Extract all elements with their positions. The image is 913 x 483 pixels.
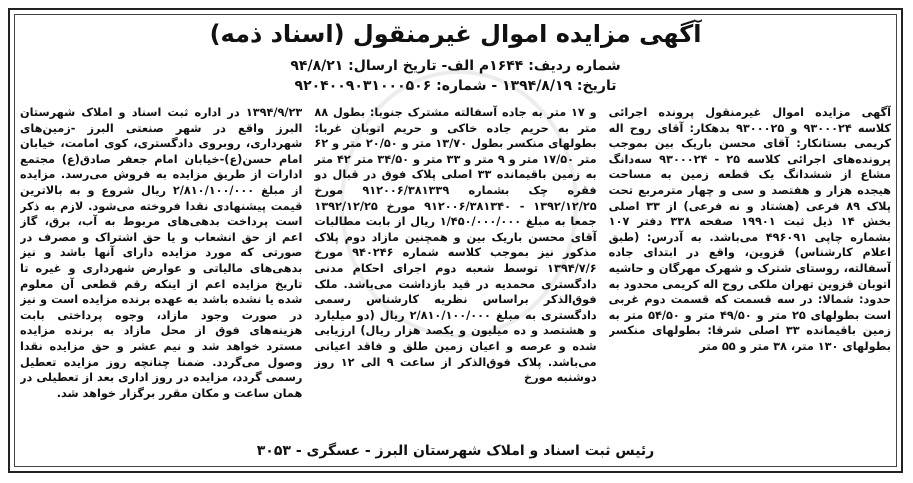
column-right bbox=[609, 105, 891, 410]
notice-title: آگهی مزایده اموال غیرمنقول (اسناد ذمه) bbox=[209, 20, 702, 48]
notice-columns bbox=[20, 105, 891, 410]
reference-line-2: تاریخ: ۱۳۹۴/۸/۱۹ - شماره: ۹۲۰۴۰۰۹۰۳۱۰۰۰۵۰۶ bbox=[294, 78, 617, 94]
column-right-text: آگهی مزایده اموال غیرمنقول پرونده اجرائی کلاسه ۹۳۰۰۰۲۴ و ۹۳۰۰۰۲۵ بدهکار: آقای روح اله کریمی بستانکار: آقای محسن باریک بین بموجب پرونده‌های اجرائی کلاسه ۲۵ - ۹۳۰۰۰۲۴ سه‌دانگ مشاع از ششدانگ یک قطعه زمین به مساحت هیجده هزار و هفتصد و سی و چهار مترمربع تحت پلاک ۸۹ فرعی (هشتاد و نه فرعی) از ۳۳ اصلی بخش ۱۴ ذیل ثبت ۱۹۹۰۱ صفحه ۳۳۸ دفتر ۱۰۷ بشماره چاپی ۴۹۶۰۹۱ می‌باشد. به آدرس: (طبق اعلام کارشناس) قزوین، واقع در ابتدای جاده آسفالته، روستای شترک و شهرک مهرگان و حاشیه اتوبان قزوین تهران ملکی روح اله کریمی محدود به حدود: شمالا: در سه قسمت که قسمت دوم غربی است بطولهای ۲۵ متر و ۴۹/۵۰ متر و ۵۴/۵۰ متر به زمین باقیمانده ۳۳ اصلی شرقا: بطولهای منکسر بطولهای ۱۳۰ متر، ۳۸ متر و ۵۵ متر bbox=[608, 106, 891, 353]
column-left bbox=[20, 105, 302, 410]
column-middle bbox=[314, 105, 596, 410]
column-left-text: ۱۳۹۴/۹/۲۳ در اداره ثبت اسناد و املاک شهرستان البرز واقع در شهر صنعتی البرز -زمین‌های شهرداری، روبروی دادگستری، کوی امامت، خیابان امام حسن(ع)-خیابان امام جعفر صادق(ع) مجتمع ادارات از طریق مزایده به فروش می‌رسد. مزایده از مبلغ ۲/۸۱۰/۱۰۰/۰۰۰ ریال شروع و به بالاترین قیمت پیشنهادی نقدا فروخته می‌شود. لازم به ذکر است پرداخت بدهی‌های مربوط به آب، برق، گاز اعم از حق انشعاب و یا حق اشتراک و مصرف در صورتی که مورد مزایده دارای آنها باشد و نیز بدهی‌های مالیاتی و عوارض شهرداری و غیره تا تاریخ مزایده اعم از اینکه رقم قطعی آن معلوم شده یا نشده باشد به عهده برنده مزایده است و نیز در صورت وجود مازاد، وجوه پرداختی بابت هزینه‌های فوق از محل مازاد به برنده مزایده مسترد خواهد شد و نیم عشر و حق مزایده نقدا وصول می‌گردد. ضمنا چنانچه روز مزایده تعطیل رسمی گردد، مزایده در روز اداری بعد از تعطیلی در همان ساعت و مکان مقرر برگزار خواهد شد. bbox=[20, 106, 303, 400]
column-middle-text: و ۱۷ متر به جاده آسفالته مشترک جنوبا: بطول ۸۸ متر به حریم جاده خاکی و حریم اتوبان غربا: بطولهای منکسر بطول ۱۳/۷۰ متر و ۲۰/۵۰ متر و ۶۲ متر ۱۷/۵۰ متر و ۹ متر و ۳۳ متر و ۳۴/۵۰ متر ۴۲ متر به زمین باقیمانده ۳۳ اصلی پلاک فوق در قبال دو فقره چک بشماره ۹۱۲۰۰۶/۳۸۱۳۳۹ مورخ ۱۳۹۲/۱۲/۲۵ - ۹۱۲۰۰۶/۳۸۱۳۴۰ مورخ ۱۳۹۲/۱۲/۲۵ جمعا به مبلغ ۱/۴۵۰/۰۰۰/۰۰۰ ریال از بابت مطالبات آقای محسن باریک بین و همچنین مازاد دوم پلاک مذکور نیز بموجب کلاسه شماره ۹۴۰۲۴۶ مورخ ۱۳۹۴/۷/۶ توسط شعبه دوم اجرای احکام مدنی دادگستری محمدیه در قید بازداشت می‌باشد. ملک فوق‌الذکر براساس نظریه کارشناس رسمی دادگستری به مبلغ ۲/۸۱۰/۱۰۰/۰۰۰ ریال (دو میلیارد و هشتصد و ده میلیون و یکصد هزار ریال) ارزیابی شده و عرصه و اعیان زمین طلق و فاقد اعیانی می‌باشد. پلاک فوق‌الذکر از ساعت ۹ الی ۱۲ روز دوشنبه مورخ bbox=[314, 106, 597, 385]
legal-notice bbox=[8, 8, 903, 473]
reference-block bbox=[10, 56, 901, 96]
notice-signature: رئیس ثبت اسناد و املاک شهرستان البرز - عسگری - ۳۰۵۳ bbox=[256, 443, 655, 459]
reference-line-1: شماره ردیف: ۱۶۴۴م الف- تاریخ ارسال: ۹۴/۸/۲۱ bbox=[290, 58, 621, 74]
